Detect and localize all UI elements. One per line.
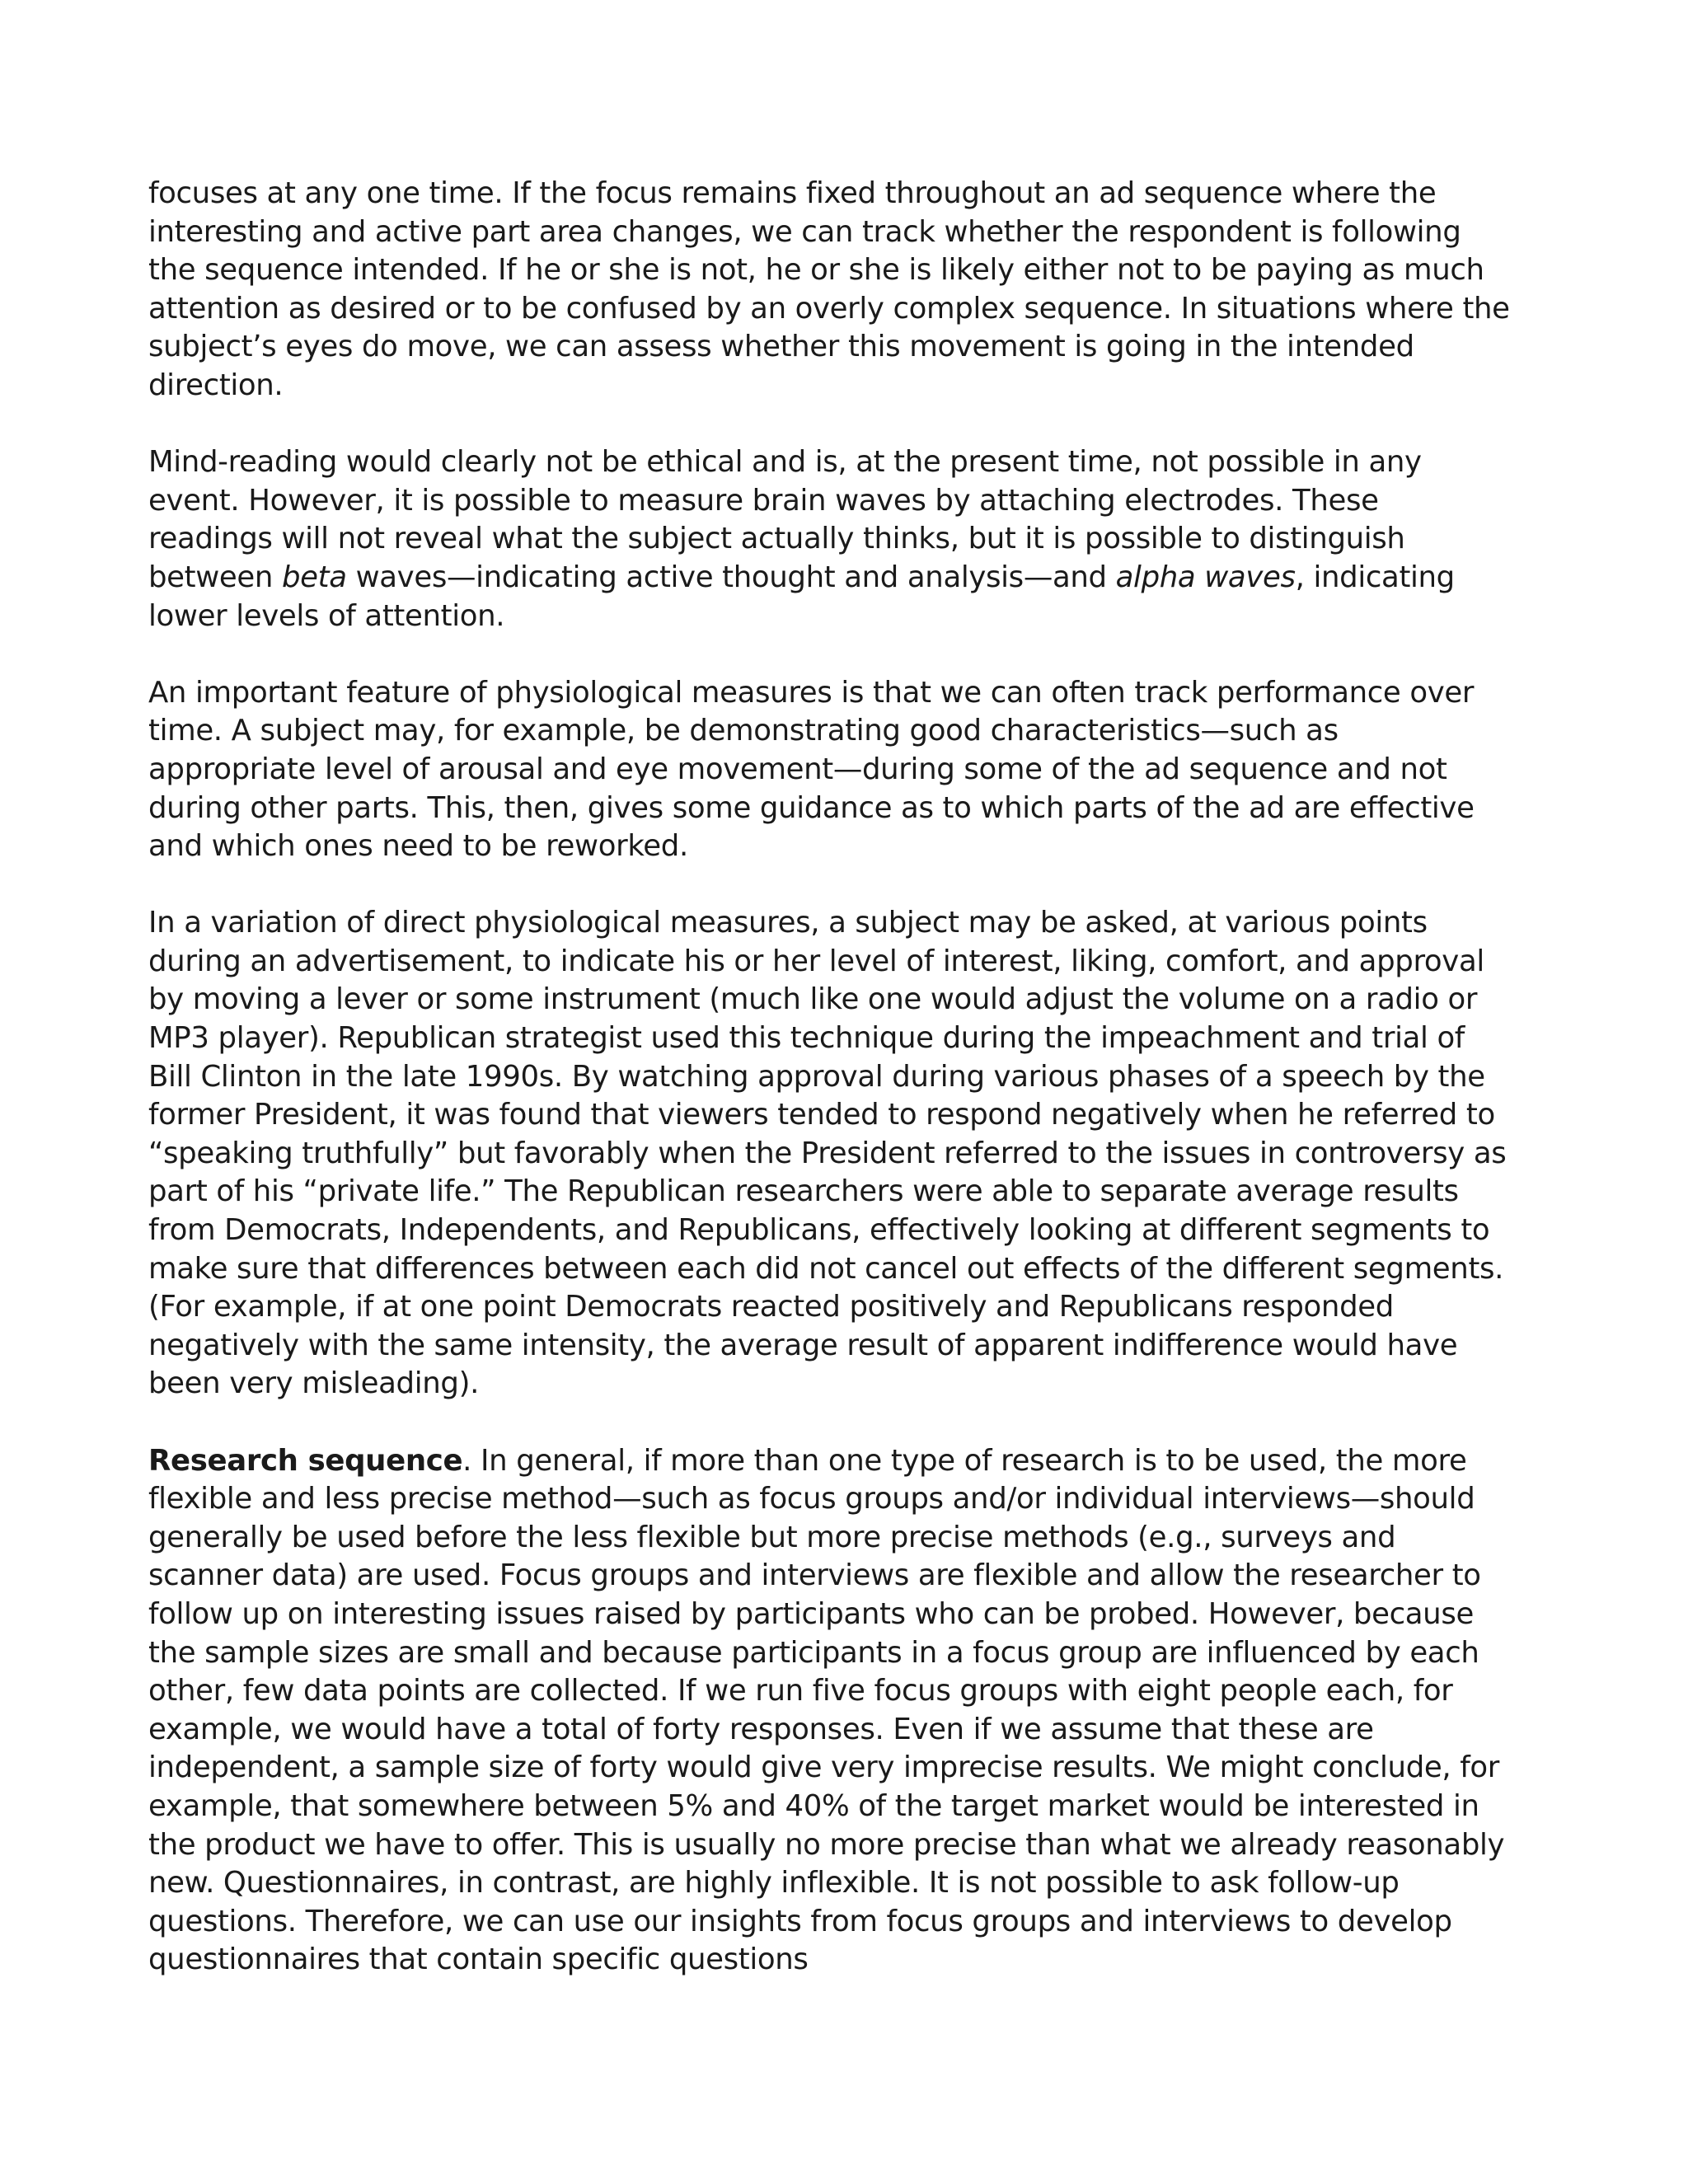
beta-term: beta (282, 560, 347, 594)
paragraph-text: An important feature of physiological measures is that we can often track performance over time. A subject may, for example, be demonstrating good characteristics—such as appropriate level of arousal and eye movement—during some of the ad sequence and not during other parts. This, then, gives some guidance as to which parts of the ad are effective and which ones need to be reworked. (148, 675, 1475, 864)
paragraph-text: . In general, if more than one type of research is to be used, the more flexible and less precise method—such as focus groups and/or individual interviews—should generally be used before the less flexible but more precise methods (e.g., surveys and scanner data) are used. Focus groups and interviews are flexible and allow the researcher to follow up on interesting issues raised by participants who can be probed. However, because the sample sizes are small and because participants in a focus group are influenced by each other, few data points are collected. If we run five focus groups with eight people each, for example, we would have a total of forty responses. Even if we assume that these are independent, a sample size of forty would give very imprecise results. We might conclude, for example, that somewhere between 5% and 40% of the target market would be interested in the product we have to offer. This is usually no more precise than what we already reasonably new. Questionnaires, in contrast, are highly inflexible. It is not possible to ask follow-up questions. Therefore, we can use our insights from focus groups and interviews to develop questionnaires that contain specific questions (148, 1443, 1505, 1977)
paragraph-text: focuses at any one time. If the focus remains fixed throughout an ad sequence where the interesting and active part area changes, we can track whether the respondent is following the sequence intended. If he or she is not, he or she is likely either not to be paying as much attention as desired or to be confused by an overly complex sequence. In situations where the subject’s eyes do move, we can assess whether this movement is going in the intended direction. (148, 176, 1510, 402)
paragraph-research-sequence (148, 1442, 1510, 1980)
section-heading: Research sequence (148, 1443, 463, 1478)
paragraph-lever-measures (148, 904, 1510, 1404)
paragraph-eye-tracking (148, 175, 1510, 405)
paragraph-text: Mind-reading would clearly not be ethical and is, at the present time, not possible in any event. However, it is possible to measure brain waves by attaching electrodes. These readings will not reveal what the subject actually thinks, but it is possible to distinguish between (148, 445, 1422, 594)
document-page (148, 175, 1510, 1980)
paragraph-track-performance (148, 674, 1510, 866)
paragraph-text: , indicating lower levels of attention. (148, 560, 1455, 633)
paragraph-brain-waves (148, 443, 1510, 635)
paragraph-text: waves—indicating active thought and analysis—and (346, 560, 1116, 594)
paragraph-text: In a variation of direct physiological measures, a subject may be asked, at various points during an advertisement, to indicate his or her level of interest, liking, comfort, and approval by moving a lever or some instrument (much like one would adjust the volume on a radio or MP3 player). Republican strategist used this technique during the impeachment and trial of Bill Clinton in the late 1990s. By watching approval during various phases of a speech by the former President, it was found that viewers tended to respond negatively when he referred to “speaking truthfully” but favorably when the President referred to the issues in controversy as part of his “private life.” The Republican researchers were able to separate average results from Democrats, Independents, and Republicans, effectively looking at different segments to make sure that differences between each did not cancel out effects of the different segments. (For example, if at one point Democrats reacted positively and Republicans responded negatively with the same intensity, the average result of apparent indifference would have been very misleading). (148, 906, 1507, 1401)
alpha-waves-term: alpha waves (1115, 560, 1296, 594)
